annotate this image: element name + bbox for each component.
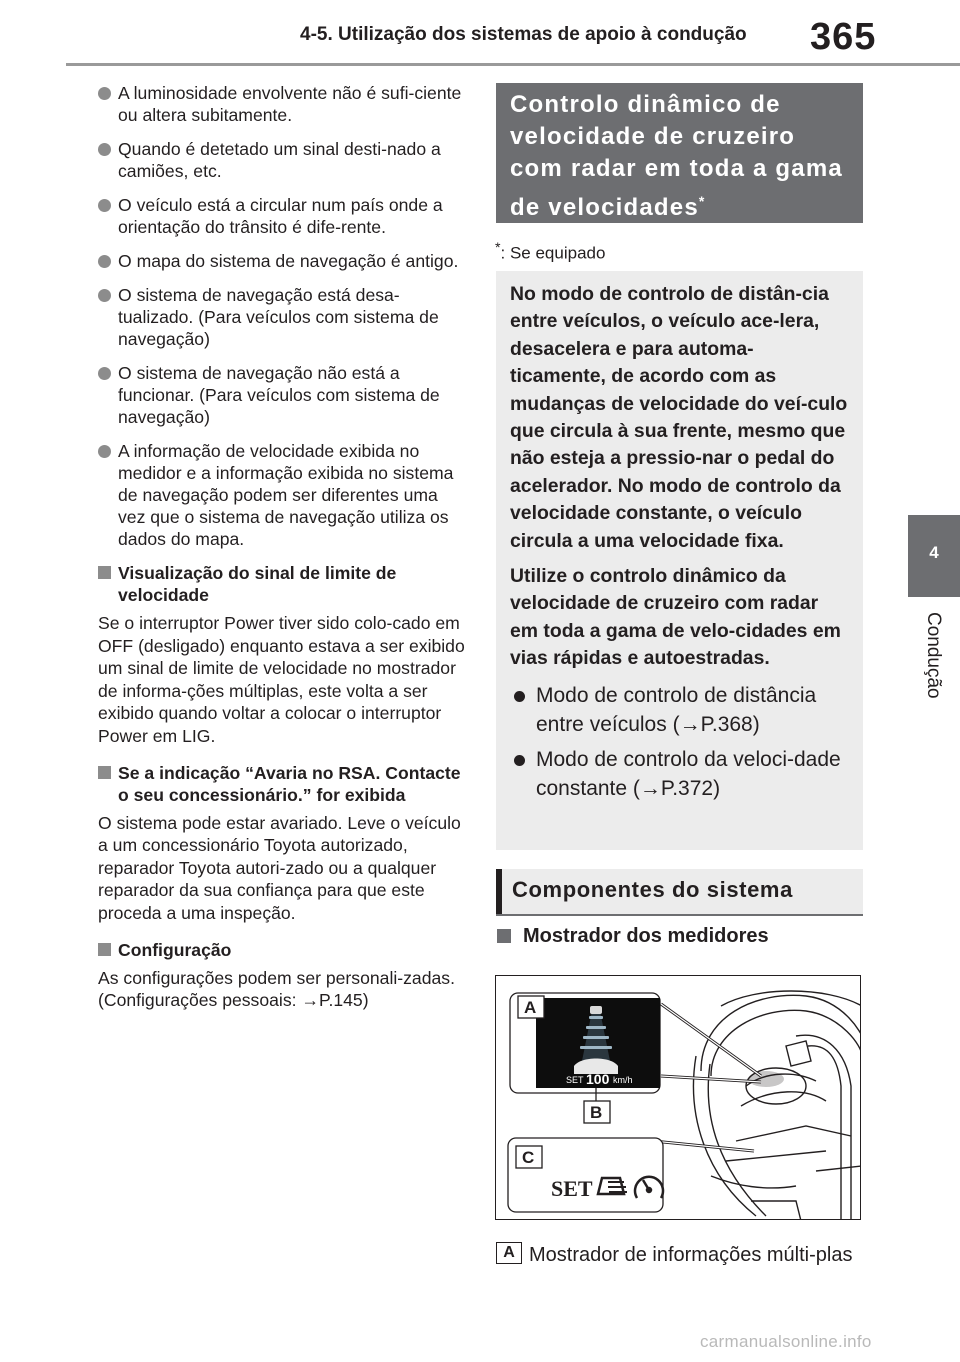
square-bullet-icon (98, 766, 111, 779)
bullet-icon (514, 755, 525, 766)
section-heading: Visualização do sinal de limite de velocidade (98, 562, 468, 606)
footnote: *: Se equipado (495, 240, 606, 263)
mode-item[interactable]: Modo de controlo de distância entre veículos (→P.368) (510, 681, 849, 739)
list-item: O sistema de navegação não está a funcionar. (Para veículos com sistema de navegação) (98, 362, 468, 428)
left-column (98, 82, 468, 1012)
meter-unit-text: km/h (613, 1075, 633, 1085)
bullet-icon (98, 87, 111, 100)
section-title: 4-5. Utilização dos sistemas de apoio à condução (300, 24, 747, 45)
sub-heading: Mostrador dos medidores (497, 925, 769, 948)
intro-paragraph: Utilize o controlo dinâmico da velocidade de cruzeiro com radar em toda a gama de velo-cidades em vias rápidas e autoestradas. (510, 565, 841, 670)
bullet-icon (98, 255, 111, 268)
meter-speed-text: 100 (586, 1071, 610, 1087)
intro-paragraph: No modo de controlo de distân-cia entre veículos, o veículo ace-lera, desacelera e para automa-ticamente, de acordo com as mudanças de velocidade do veí-culo que circula à sua frente, mesmo que não esteja a pressio-nar o pedal do acelerador. No modo de controlo da velocidade constante, o veículo circula a uma velocidade fixa. (510, 283, 848, 552)
chapter-label: Condução (923, 612, 944, 699)
switch-set-text: SET (551, 1176, 593, 1201)
bullet-icon (98, 367, 111, 380)
components-heading: Componentes do sistema (496, 869, 863, 915)
square-bullet-icon (98, 943, 111, 956)
caption-text: Mostrador de informações múlti-plas (529, 1244, 853, 1266)
dashboard-figure (495, 975, 861, 1220)
label-c: C (522, 1148, 535, 1167)
bullet-icon (98, 445, 111, 458)
label-b: B (590, 1103, 603, 1122)
label-a: A (524, 998, 537, 1017)
caption-letter: A (496, 1242, 522, 1264)
meter-set-text: SET (566, 1075, 584, 1085)
list-item: O sistema de navegação está desa-tualizado. (Para veículos com sistema de navegação) (98, 284, 468, 350)
section-body: O sistema pode estar avariado. Leve o veículo a um concessionário Toyota autorizado, reparador Toyota autori-zado ou a qualquer reparador da sua confiança para que este proceda a uma inspeção. (98, 812, 461, 923)
banner-title: Controlo dinâmico de velocidade de cruzeiro com radar em toda a gama de velocidades* (510, 91, 843, 221)
list-item: O mapa do sistema de navegação é antigo. (98, 250, 468, 272)
bullet-icon (514, 691, 525, 702)
bullet-icon (98, 289, 111, 302)
dashboard-illustration (496, 976, 861, 1220)
list-item: A luminosidade envolvente não é sufi-ciente ou altera subitamente. (98, 82, 468, 126)
page-reference-link[interactable]: (Configurações pessoais: →P.145) (98, 990, 369, 1011)
watermark: carmanualsonline.info (700, 1332, 872, 1351)
square-bullet-icon (98, 566, 111, 579)
section-heading: Configuração (98, 939, 468, 961)
section-body: As configurações podem ser personali-zadas. (Configurações pessoais: →P.145) (98, 967, 468, 1012)
page-number: 365 (810, 16, 877, 58)
square-bullet-icon (497, 929, 511, 943)
list-item: Quando é detetado um sinal desti-nado a camiões, etc. (98, 138, 468, 182)
section-banner (496, 83, 863, 223)
chapter-tab[interactable] (908, 515, 960, 597)
list-item: O veículo está a circular num país onde a orientação do trânsito é dife-rente. (98, 194, 468, 238)
chapter-number: 4 (929, 543, 939, 562)
intro-box (496, 271, 863, 850)
mode-item[interactable]: Modo de controlo da veloci-dade constante (→P.372) (510, 745, 849, 803)
section-heading: Se a indicação “Avaria no RSA. Contacte o seu concessionário.” for exibida (98, 762, 468, 806)
bullet-icon (98, 143, 111, 156)
chapter-label-wrap (916, 612, 946, 722)
bullet-icon (98, 199, 111, 212)
section-body: Se o interruptor Power tiver sido colo-cado em OFF (desligado) enquanto estava a ser exibido um sinal de limite de velocidade no mostrador de informa-ções múltiplas, este volta a ser exibido quando voltar a colocar o interruptor Power em LIG. (98, 613, 465, 746)
page-header (0, 0, 960, 72)
list-item: A informação de velocidade exibida no medidor e a informação exibida no sistema de navegação podem ser diferentes uma vez que o sistema de navegação utiliza os dados do mapa. (98, 440, 468, 550)
header-divider (66, 63, 960, 66)
